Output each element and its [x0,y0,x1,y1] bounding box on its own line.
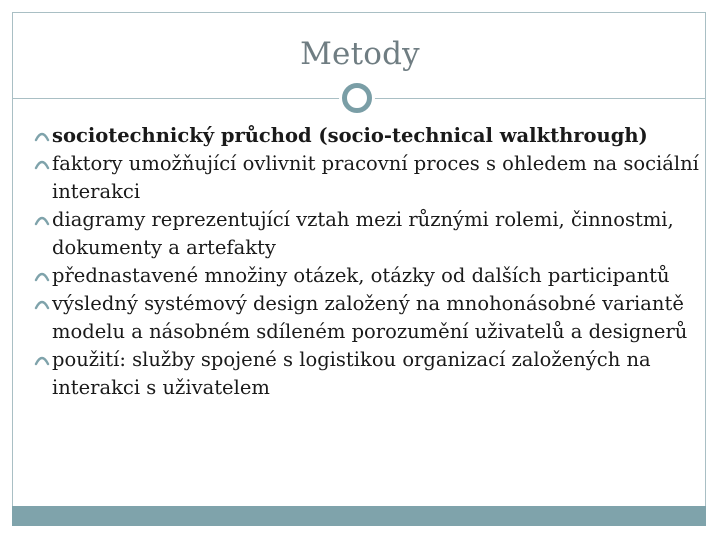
bullet-item [34,290,704,346]
slide-title: Metody [300,36,420,72]
bullet-text: sociotechnický průchod (socio-technical walkthrough) [52,124,648,147]
arc-bullet-icon [34,262,50,290]
bullet-text: použití: služby spojené s logistikou organizací založených na interakci s uživatelem [52,348,651,399]
arc-bullet-icon [34,346,50,374]
arc-bullet-icon [34,150,50,178]
bullet-item [34,262,704,290]
bullet-item [34,346,704,402]
bullet-item [34,122,704,150]
bullet-text: faktory umožňující ovlivnit pracovní proces s ohledem na sociální interakci [52,152,699,203]
arc-bullet-icon [34,290,50,318]
bullet-text: diagramy reprezentující vztah mezi různými rolemi, činnostmi, dokumenty a artefakty [52,208,674,259]
ring-icon [339,80,375,116]
bullet-item [34,150,704,206]
footer-bar [12,506,706,526]
bullet-list [34,122,704,402]
bullet-item [34,206,704,262]
arc-bullet-icon [34,206,50,234]
bullet-text: výsledný systémový design založený na mnohonásobné variantě modelu a násobném sdíleném porozumění uživatelů a designerů [52,292,688,343]
arc-bullet-icon [34,122,50,150]
bullet-text: přednastavené množiny otázek, otázky od dalších participantů [52,264,670,287]
